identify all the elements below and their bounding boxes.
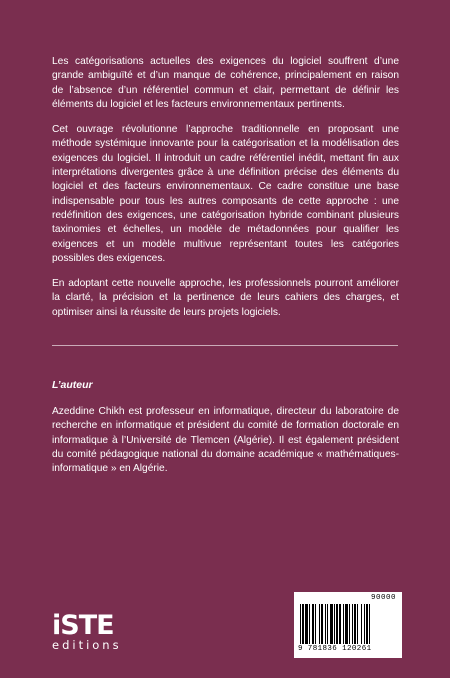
blurb-paragraph-1: Les catégorisations actuelles des exigences du logiciel souffrent d’une grande ambiguïté et d’un manque de cohérence, principalement en raison de l’absence d’un référentiel commun et clair, permettant de définir les éléments du logiciel et les facteurs environnementaux pertinents. — [52, 56, 399, 110]
blurb — [52, 55, 399, 331]
section-divider — [52, 345, 398, 346]
blurb-paragraph-2: Cet ouvrage révolutionne l’approche traditionnelle en proposant une méthode systémique innovante pour la catégorisation et la modélisation des exigences du logiciel. Il introduit un cadre référentiel inédit, mettant fin aux interprétations divergentes grâce à une définition précise des éléments du logiciel et des facteurs environnementaux. Ce cadre constitue une base indispensable pour tous les autres composants de cette approche : une redéfinition des exigences, une catégorisation hybride combinant plusieurs taxinomies et échelles, un modèle de métadonnées pour qualifier les exigences et un modèle multivue représentant toutes les catégories possibles des exigences. — [52, 124, 399, 264]
publisher-logo-main: iSTE — [52, 610, 114, 641]
publisher-logo-sub: editions — [52, 638, 122, 652]
price-code: 90000 — [370, 594, 396, 602]
barcode-bars — [300, 604, 396, 644]
isbn-number: 9 781836 120261 — [298, 645, 372, 653]
blurb-paragraph-3: En adoptant cette nouvelle approche, les professionnels pourront améliorer la clarté, la précision et la pertinence de leurs cahiers des charges, et optimiser ainsi la réussite de leurs projets logiciels. — [52, 278, 399, 318]
author-bio: Azeddine Chikh est professeur en informatique, directeur du laboratoire de recherche en informatique et président du comité de formation doctorale en informatique à l’Université de Tlemcen (Algérie). Il est également président du comité pédagogique national du domaine académique « mathématiques-informatique » en Algérie. — [52, 406, 399, 475]
author-heading: L’auteur — [52, 379, 93, 391]
isbn-barcode — [294, 592, 402, 658]
publisher-logo — [52, 612, 146, 654]
